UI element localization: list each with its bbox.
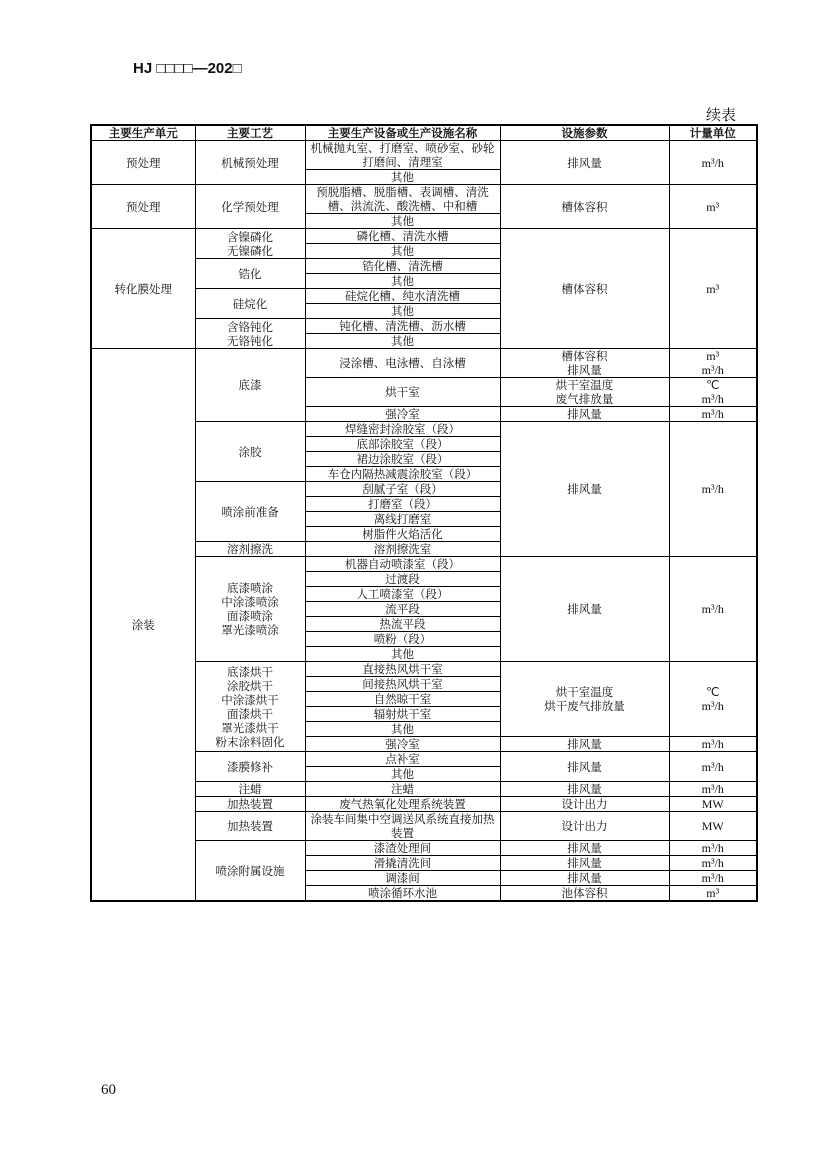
cell-process: 含镍磷化 无镍磷化	[195, 229, 305, 259]
cell-parameter: 排风量	[500, 871, 669, 886]
cell-equipment: 其他	[305, 274, 500, 289]
cell-measure-unit: m³	[669, 229, 757, 349]
cell-parameter: 槽体容积	[500, 229, 669, 349]
cell-process: 硅烷化	[195, 289, 305, 319]
cell-equipment: 涂装车间集中空调送风系统直接加热装置	[305, 812, 500, 841]
cell-process: 锆化	[195, 259, 305, 289]
cell-parameter: 烘干室温度 烘干废气排放量	[500, 662, 669, 737]
cell-equipment: 热流平段	[305, 617, 500, 632]
cell-equipment: 调漆间	[305, 871, 500, 886]
cell-parameter: 排风量	[500, 782, 669, 797]
cell-measure-unit: m³/h	[669, 871, 757, 886]
cell-equipment: 其他	[305, 244, 500, 259]
cell-parameter: 排风量	[500, 841, 669, 856]
cell-measure-unit: m³	[669, 185, 757, 229]
cell-process: 加热装置	[195, 812, 305, 841]
cell-equipment: 锆化槽、清洗槽	[305, 259, 500, 274]
cell-parameter: 排风量	[500, 737, 669, 752]
cell-equipment: 其他	[305, 334, 500, 349]
cell-equipment: 注蜡	[305, 782, 500, 797]
cell-equipment: 其他	[305, 170, 500, 185]
cell-equipment: 刮腻子室（段）	[305, 482, 500, 497]
cell-measure-unit: ℃ m³/h	[669, 662, 757, 737]
cell-process: 底漆烘干 涂胶烘干 中涂漆烘干 面漆烘干 罩光漆烘干 粉末涂料固化	[195, 662, 305, 752]
col-header-unit: 主要生产单元	[91, 125, 195, 141]
cell-equipment: 滑撬清洗间	[305, 856, 500, 871]
cell-equipment: 自然晾干室	[305, 692, 500, 707]
cell-measure-unit: m³/h	[669, 752, 757, 782]
cell-process: 底漆喷涂 中涂漆喷涂 面漆喷涂 罩光漆喷涂	[195, 557, 305, 662]
cell-equipment: 直接热风烘干室	[305, 662, 500, 677]
cell-equipment: 废气热氧化处理系统装置	[305, 797, 500, 812]
cell-measure-unit: m³/h	[669, 841, 757, 856]
cell-process: 含铬钝化 无铬钝化	[195, 319, 305, 349]
cell-measure-unit: m³/h	[669, 141, 757, 185]
cell-measure-unit: MW	[669, 812, 757, 841]
cell-equipment: 其他	[305, 722, 500, 737]
cell-parameter: 设计出力	[500, 797, 669, 812]
cell-measure-unit: m³/h	[669, 782, 757, 797]
cell-unit: 转化膜处理	[91, 229, 195, 349]
cell-equipment: 溶剂擦洗室	[305, 542, 500, 557]
cell-equipment: 强冷室	[305, 407, 500, 422]
cell-equipment: 树脂件火焰活化	[305, 527, 500, 542]
cell-equipment: 焊缝密封涂胶室（段）	[305, 422, 500, 437]
cell-process: 化学预处理	[195, 185, 305, 229]
cell-equipment: 钝化槽、清洗槽、沥水槽	[305, 319, 500, 334]
cell-unit: 涂装	[91, 349, 195, 902]
cell-parameter: 排风量	[500, 752, 669, 782]
cell-parameter: 排风量	[500, 856, 669, 871]
cell-process: 喷涂附属设施	[195, 841, 305, 902]
cell-equipment: 其他	[305, 647, 500, 662]
table-header-row	[91, 125, 757, 141]
col-header-parameter: 设施参数	[500, 125, 669, 141]
cell-process: 涂胶	[195, 422, 305, 482]
cell-unit: 预处理	[91, 141, 195, 185]
cell-equipment: 喷涂循环水池	[305, 886, 500, 902]
cell-measure-unit: m³/h	[669, 422, 757, 557]
table-row	[91, 185, 757, 214]
cell-process: 机械预处理	[195, 141, 305, 185]
cell-process: 喷涂前准备	[195, 482, 305, 542]
cell-measure-unit: m³/h	[669, 557, 757, 662]
cell-equipment: 其他	[305, 304, 500, 319]
cell-measure-unit: m³ m³/h	[669, 349, 757, 378]
cell-equipment: 浸涂槽、电泳槽、自泳槽	[305, 349, 500, 378]
cell-equipment: 喷粉（段）	[305, 632, 500, 647]
table-row	[91, 229, 757, 244]
col-header-process: 主要工艺	[195, 125, 305, 141]
cell-parameter: 排风量	[500, 141, 669, 185]
col-header-equipment: 主要生产设备或生产设施名称	[305, 125, 500, 141]
cell-unit: 预处理	[91, 185, 195, 229]
cell-equipment: 预脱脂槽、脱脂槽、表调槽、清洗槽、洪流洗、酸洗槽、中和槽	[305, 185, 500, 214]
page-number: 60	[101, 1082, 116, 1098]
cell-equipment: 其他	[305, 767, 500, 782]
cell-process: 加热装置	[195, 797, 305, 812]
cell-parameter: 排风量	[500, 407, 669, 422]
cell-equipment: 漆渣处理间	[305, 841, 500, 856]
cell-measure-unit: m³/h	[669, 737, 757, 752]
continued-label: 续表	[706, 106, 737, 124]
cell-equipment: 过渡段	[305, 572, 500, 587]
cell-equipment: 底部涂胶室（段）	[305, 437, 500, 452]
cell-equipment: 其他	[305, 214, 500, 229]
cell-parameter: 槽体容积 排风量	[500, 349, 669, 378]
cell-measure-unit: MW	[669, 797, 757, 812]
cell-process: 漆膜修补	[195, 752, 305, 782]
cell-parameter: 排风量	[500, 557, 669, 662]
cell-equipment: 离线打磨室	[305, 512, 500, 527]
cell-parameter: 设计出力	[500, 812, 669, 841]
cell-equipment: 人工喷漆室（段）	[305, 587, 500, 602]
cell-parameter: 池体容积	[500, 886, 669, 902]
cell-equipment: 裙边涂胶室（段）	[305, 452, 500, 467]
cell-process: 溶剂擦洗	[195, 542, 305, 557]
cell-equipment: 硅烷化槽、纯水清洗槽	[305, 289, 500, 304]
col-header-measure-unit: 计量单位	[669, 125, 757, 141]
cell-measure-unit: ℃ m³/h	[669, 378, 757, 407]
cell-equipment: 机械抛丸室、打磨室、喷砂室、砂轮打磨间、清理室	[305, 141, 500, 170]
facility-table	[90, 124, 758, 902]
cell-equipment: 强冷室	[305, 737, 500, 752]
cell-process: 注蜡	[195, 782, 305, 797]
cell-equipment: 打磨室（段）	[305, 497, 500, 512]
cell-equipment: 车仓内隔热减震涂胶室（段）	[305, 467, 500, 482]
cell-measure-unit: m³/h	[669, 856, 757, 871]
cell-equipment: 烘干室	[305, 378, 500, 407]
cell-equipment: 辐射烘干室	[305, 707, 500, 722]
cell-equipment: 磷化槽、清洗水槽	[305, 229, 500, 244]
cell-equipment: 流平段	[305, 602, 500, 617]
cell-measure-unit: m³/h	[669, 407, 757, 422]
cell-equipment: 间接热风烘干室	[305, 677, 500, 692]
cell-parameter: 槽体容积	[500, 185, 669, 229]
cell-parameter: 烘干室温度 废气排放量	[500, 378, 669, 407]
cell-parameter: 排风量	[500, 422, 669, 557]
cell-equipment: 点补室	[305, 752, 500, 767]
standard-code: HJ □□□□—202□	[133, 60, 242, 77]
table-row	[91, 141, 757, 170]
cell-equipment: 机器自动喷漆室（段）	[305, 557, 500, 572]
cell-measure-unit: m³	[669, 886, 757, 902]
cell-process: 底漆	[195, 349, 305, 422]
